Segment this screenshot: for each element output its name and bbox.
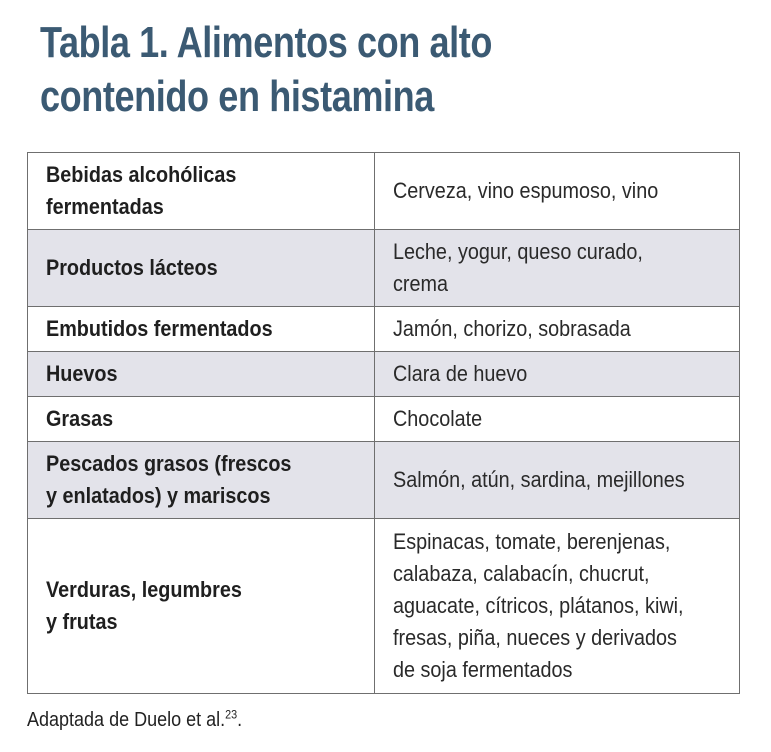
category-label: Embutidos fermentados: [46, 316, 273, 341]
category-label: Verduras, legumbres y frutas: [46, 577, 242, 634]
histamine-foods-table: [27, 152, 740, 694]
category-cell: [28, 519, 375, 694]
table-row: [28, 519, 740, 694]
table-title: [40, 16, 614, 124]
source-text: Adaptada de Duelo et al.: [27, 709, 226, 731]
category-cell: [28, 230, 375, 307]
title-line-1: Tabla 1. Alimentos con alto: [40, 18, 493, 67]
category-cell: [28, 307, 375, 352]
table-row: [28, 153, 740, 230]
source-note: [27, 706, 242, 734]
items-text: Jamón, chorizo, sobrasada: [393, 316, 631, 341]
category-cell: [28, 153, 375, 230]
items-cell: [375, 442, 740, 519]
items-cell: [375, 397, 740, 442]
category-label: Productos lácteos: [46, 255, 218, 280]
items-text: Leche, yogur, queso curado, crema: [393, 239, 643, 296]
category-label: Pescados grasos (frescos y enlatados) y mariscos: [46, 451, 292, 508]
items-cell: [375, 352, 740, 397]
category-label: Bebidas alcohólicas fermentadas: [46, 162, 237, 219]
items-cell: [375, 519, 740, 694]
category-label: Huevos: [46, 361, 118, 386]
category-cell: [28, 352, 375, 397]
title-line-2: contenido en histamina: [40, 72, 434, 121]
table-row: [28, 397, 740, 442]
items-text: Espinacas, tomate, berenjenas, calabaza, calabacín, chucrut, aguacate, cítricos, plátanos, kiwi, fresas, piña, nueces y derivados de soja fermentados: [393, 529, 684, 682]
items-cell: [375, 230, 740, 307]
table-row: [28, 352, 740, 397]
items-text: Salmón, atún, sardina, mejillones: [393, 467, 685, 492]
table-row: [28, 307, 740, 352]
table-row: [28, 442, 740, 519]
items-text: Chocolate: [393, 406, 483, 431]
table-row: [28, 230, 740, 307]
source-suffix: .: [237, 709, 243, 731]
items-text: Cerveza, vino espumoso, vino: [393, 178, 659, 203]
category-label: Grasas: [46, 406, 114, 431]
reference-number: 23: [225, 707, 238, 722]
category-cell: [28, 397, 375, 442]
category-cell: [28, 442, 375, 519]
items-text: Clara de huevo: [393, 361, 528, 386]
items-cell: [375, 307, 740, 352]
items-cell: [375, 153, 740, 230]
